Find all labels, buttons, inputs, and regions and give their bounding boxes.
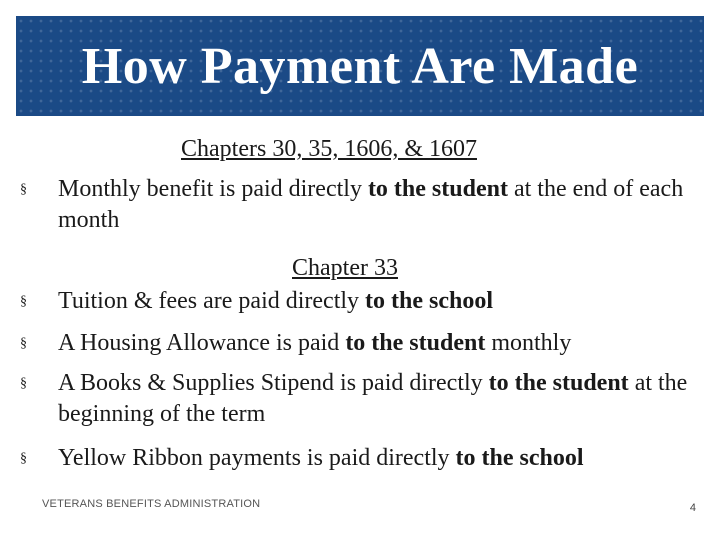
bullet-marker: § <box>20 451 27 466</box>
text-run: Monthly benefit is paid directly <box>58 176 368 202</box>
bold-emphasis: to the student <box>345 330 486 356</box>
bold-emphasis: to the student <box>488 370 629 396</box>
bullet-text <box>58 328 710 359</box>
bullet-text <box>58 368 710 430</box>
bullet-item <box>20 174 710 238</box>
text-run: monthly <box>485 330 572 356</box>
bullet-marker: § <box>20 294 27 309</box>
slide-title: How Payment Are Made <box>81 37 639 95</box>
text-run: A Books & Supplies Stipend is paid directly <box>58 370 489 396</box>
section-heading-chapters-30-35: Chapters 30, 35, 1606, & 1607 <box>181 136 477 162</box>
title-banner <box>16 16 704 116</box>
text-run: Yellow Ribbon payments is paid directly <box>58 445 456 471</box>
bullet-item <box>20 286 710 317</box>
text-run: Tuition & fees are paid directly <box>58 288 366 314</box>
bullet-marker: § <box>20 376 27 391</box>
bullet-text <box>58 286 710 317</box>
bold-emphasis: to the school <box>365 288 494 314</box>
page-number: 4 <box>689 502 696 514</box>
footer-text: VETERANS BENEFITS ADMINISTRATION <box>42 498 261 510</box>
bullet-item <box>20 368 710 432</box>
section-heading-chapter-33: Chapter 33 <box>292 255 398 281</box>
bullet-text <box>58 174 710 236</box>
bullet-marker: § <box>20 336 27 351</box>
bullet-item <box>20 443 710 474</box>
text-run: at the end of each month <box>58 176 684 233</box>
bullet-text <box>58 443 710 474</box>
bold-emphasis: to the student <box>367 176 508 202</box>
bullet-item <box>20 328 710 359</box>
text-run: at the beginning of the term <box>58 370 688 427</box>
bullet-marker: § <box>20 182 27 197</box>
bold-emphasis: to the school <box>455 445 584 471</box>
text-run: A Housing Allowance is paid <box>58 330 346 356</box>
